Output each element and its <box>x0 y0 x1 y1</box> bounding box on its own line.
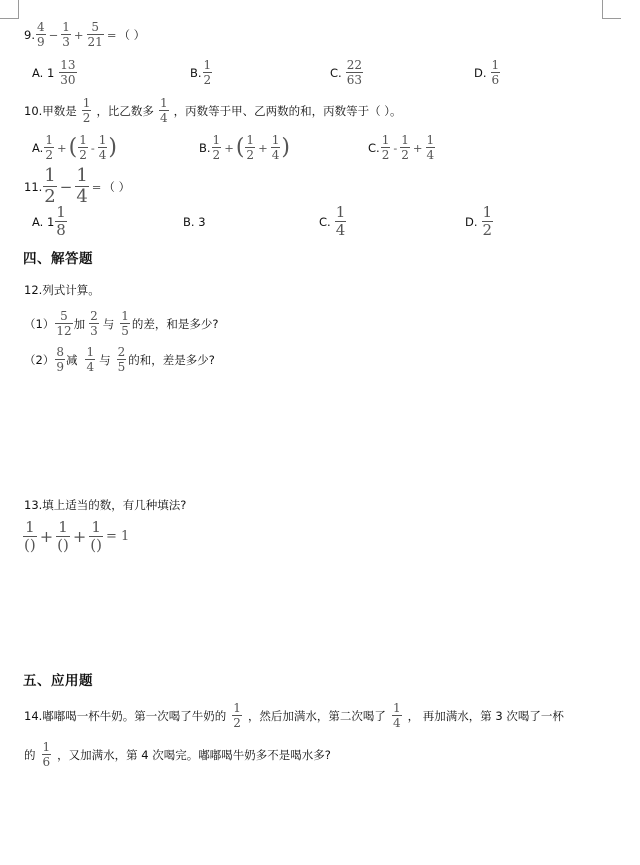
fraction-4-9: $\frac{4}{9}$ <box>36 20 45 49</box>
page-corner-mark-right <box>602 0 621 19</box>
fraction-blank: $\frac{1}{()}$ <box>24 518 36 554</box>
fraction-5-21: $\frac{5}{21}$ <box>87 20 103 49</box>
fraction-1-4: $\frac{1}{4}$ <box>76 165 88 207</box>
text-question: 的和，差是多少? <box>128 352 215 367</box>
q9-option-a[interactable] <box>32 59 78 86</box>
fraction-2-5: $\frac{2}{5}$ <box>117 345 126 374</box>
q11-option-d[interactable] <box>465 205 494 238</box>
question-12-part-1 <box>24 310 219 337</box>
question-14-text-c: ， 再加满水，第 3 次喝了一杯 <box>407 708 564 723</box>
part-label: （2） <box>24 352 55 367</box>
q11-option-c[interactable] <box>319 205 347 238</box>
fraction-8-9: $\frac{8}{9}$ <box>56 345 64 374</box>
minus-sign: − <box>48 27 59 42</box>
question-14-text-e: ，又加满水，第 4 次喝完。嘟嘟喝牛奶多不是喝水多? <box>57 747 331 762</box>
option-fraction: $\frac{1}{2}$ <box>203 58 212 87</box>
option-label: A. 1 <box>32 214 55 229</box>
equals-one: = 1 <box>105 529 130 544</box>
q10-option-c[interactable] <box>368 134 436 161</box>
fraction-1-5: $\frac{1}{5}$ <box>121 309 129 338</box>
question-13-title: 13.填上适当的数，有几种填法? <box>24 498 187 512</box>
fraction-1-6: $\frac{1}{6}$ <box>42 740 51 769</box>
fraction-5-12: $\frac{5}{12}$ <box>56 309 72 338</box>
option-fraction: $\frac{1}{4}$ <box>271 133 280 162</box>
minus-sign: - <box>90 140 95 155</box>
question-10 <box>24 97 401 124</box>
fraction-1-4: $\frac{1}{4}$ <box>86 345 95 374</box>
option-label: C. <box>330 65 342 80</box>
fraction-2-3: $\frac{2}{3}$ <box>90 309 98 338</box>
question-14-text-d: 的 <box>24 747 36 762</box>
minus-sign: - <box>393 140 398 155</box>
right-paren: ) <box>108 134 117 160</box>
q11-option-a[interactable] <box>32 205 68 238</box>
question-14-text-b: ，然后加满水，第二次喝了 <box>247 708 386 723</box>
option-fraction: $\frac{1}{4}$ <box>426 133 435 162</box>
q10-option-a[interactable] <box>32 134 117 161</box>
option-fraction: $\frac{1}{2}$ <box>482 203 493 239</box>
option-fraction: $\frac{1}{2}$ <box>401 133 409 162</box>
q9-option-d[interactable] <box>474 59 501 86</box>
q9-option-b[interactable] <box>190 59 213 86</box>
answer-blank: （ ） <box>103 179 131 194</box>
text-question: 的差，和是多少? <box>131 316 219 331</box>
answer-blank: （ ） <box>118 27 146 42</box>
plus-sign: + <box>72 527 87 546</box>
q10-option-b[interactable] <box>199 134 290 161</box>
plus-sign: + <box>224 140 234 155</box>
part-label: （1） <box>24 316 55 331</box>
option-fraction: $\frac{1}{8}$ <box>56 203 66 239</box>
plus-sign: + <box>73 27 84 42</box>
question-12-title: 12.列式计算。 <box>24 283 100 297</box>
text-and: 与 <box>99 352 111 367</box>
fraction-1-2: $\frac{1}{2}$ <box>82 96 91 125</box>
question-10-text-b: ，比乙数多 <box>96 103 154 118</box>
question-14-text-a: 14.嘟嘟喝一杯牛奶。第一次喝了牛奶的 <box>24 708 227 723</box>
question-10-text-c: ，丙数等于甲、乙两数的和，丙数等于（ ）。 <box>173 103 402 118</box>
question-9-number: 9. <box>24 27 35 42</box>
option-fraction: $\frac{13}{30}$ <box>60 58 76 87</box>
question-14-line-2 <box>24 741 331 768</box>
page-corner-mark-left <box>0 0 19 19</box>
q9-option-c[interactable] <box>330 59 364 86</box>
text-and: 与 <box>102 316 115 331</box>
minus-sign: − <box>59 177 73 196</box>
fraction-1-3: $\frac{1}{3}$ <box>62 20 70 49</box>
section-heading-4: 四、解答题 <box>23 251 93 267</box>
question-10-text-a: 10.甲数是 <box>24 103 77 118</box>
text-add: 加 <box>73 316 86 331</box>
question-9 <box>24 21 145 48</box>
fraction-1-2: $\frac{1}{2}$ <box>44 165 56 207</box>
option-label: B. 3 <box>183 215 206 229</box>
equals-sign: = <box>91 179 102 194</box>
fraction-blank: $\frac{1}{()}$ <box>90 518 102 554</box>
plus-sign: + <box>412 140 423 155</box>
plus-sign: + <box>258 140 268 155</box>
option-fraction: $\frac{1}{2}$ <box>212 133 221 162</box>
option-label: A. 1 <box>32 65 55 80</box>
fraction-1-2: $\frac{1}{2}$ <box>233 701 241 730</box>
option-label: A. <box>32 140 44 155</box>
option-fraction: $\frac{1}{2}$ <box>381 133 390 162</box>
left-paren: ( <box>68 134 78 160</box>
option-label: D. <box>474 65 487 80</box>
option-label: B. <box>199 140 211 155</box>
fraction-1-4: $\frac{1}{4}$ <box>392 701 401 730</box>
option-fraction: $\frac{1}{6}$ <box>491 58 500 87</box>
option-fraction: $\frac{1}{2}$ <box>246 133 255 162</box>
option-label: C. <box>368 140 380 155</box>
plus-sign: + <box>39 527 54 546</box>
option-fraction: $\frac{22}{63}$ <box>346 58 362 87</box>
equals-sign: = <box>106 27 117 42</box>
option-label: B. <box>190 65 202 80</box>
fraction-blank: $\frac{1}{()}$ <box>57 518 69 554</box>
option-label: D. <box>465 214 478 229</box>
option-label: C. <box>319 214 331 229</box>
option-fraction: $\frac{1}{4}$ <box>335 203 346 239</box>
text-subtract: 减 <box>65 352 78 367</box>
fraction-1-4: $\frac{1}{4}$ <box>159 96 168 125</box>
left-paren: ( <box>235 134 245 160</box>
question-13-equation <box>22 520 131 553</box>
plus-sign: + <box>56 140 67 155</box>
section-heading-5: 五、应用题 <box>23 673 93 689</box>
right-paren: ) <box>281 134 290 160</box>
option-fraction: $\frac{1}{2}$ <box>45 133 53 162</box>
question-11-number: 11. <box>24 179 43 194</box>
question-14-line-1 <box>24 702 564 729</box>
option-fraction: $\frac{1}{2}$ <box>79 133 87 162</box>
option-fraction: $\frac{1}{4}$ <box>98 133 107 162</box>
q11-option-b[interactable] <box>183 214 206 230</box>
question-12-part-2 <box>24 346 215 373</box>
question-11 <box>24 167 130 206</box>
